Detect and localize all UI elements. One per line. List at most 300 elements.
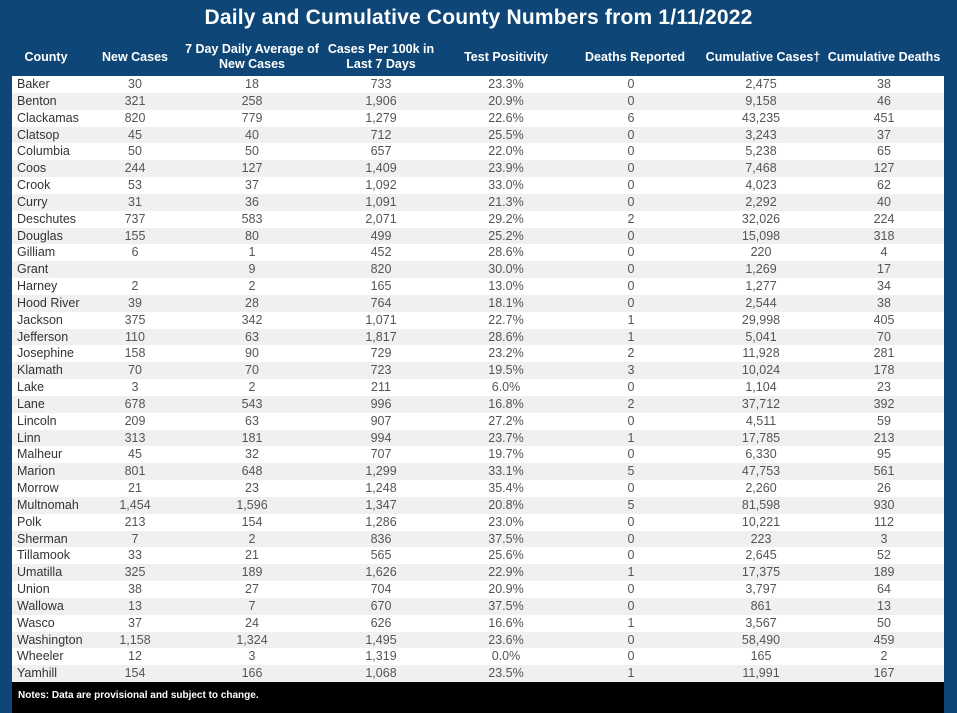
table-row: [12, 446, 944, 463]
column-header-deaths-reported[interactable]: Deaths Reported: [584, 49, 686, 64]
column-header-cases-per-100k[interactable]: Cases Per 100k in Last 7 Days: [327, 42, 435, 71]
cell-new-cases: 53: [128, 178, 142, 192]
cell-cumulative-cases: 861: [750, 598, 772, 613]
cell-test-positivity: 23.7%: [488, 430, 524, 445]
cell-cumulative-deaths: 561: [873, 464, 895, 479]
cell-county: Polk: [17, 514, 42, 529]
table-row: [12, 430, 944, 447]
cell-new-cases: 13: [128, 598, 142, 613]
column-header-new-cases[interactable]: New Cases: [101, 49, 168, 64]
cell-deaths-reported: 0: [627, 228, 635, 243]
cell-new-cases: 39: [128, 295, 142, 310]
cell-cumulative-cases: 15,098: [741, 228, 781, 243]
cell-county: Grant: [17, 262, 49, 277]
cell-7-day-average: 24: [245, 615, 259, 630]
cell-test-positivity: 25.5%: [488, 127, 524, 142]
cell-cumulative-deaths: 65: [877, 144, 891, 159]
cell-test-positivity: 25.2%: [488, 228, 524, 243]
cell-deaths-reported: 5: [627, 464, 635, 479]
cell-cumulative-cases: 223: [750, 531, 772, 546]
table-row: [12, 244, 944, 261]
cell-cumulative-deaths: 189: [873, 565, 895, 580]
cell-county: Wasco: [17, 615, 55, 630]
cell-7-day-average: 28: [245, 295, 259, 310]
cell-cumulative-deaths: 34: [877, 279, 891, 293]
cell-county: Jefferson: [17, 329, 69, 344]
cell-cumulative-cases: 2,544: [745, 295, 777, 310]
cell-cases-per-100k: 1,286: [365, 514, 397, 529]
cell-cumulative-deaths: 26: [877, 481, 891, 495]
cell-cumulative-cases: 3,567: [745, 615, 777, 630]
table-row: [12, 160, 944, 177]
cell-7-day-average: 21: [245, 548, 259, 563]
cell-cumulative-deaths: 38: [877, 77, 891, 91]
cell-cases-per-100k: 1,409: [365, 161, 397, 176]
cell-cases-per-100k: 1,071: [365, 312, 397, 327]
cell-cumulative-cases: 58,490: [741, 632, 781, 647]
cell-test-positivity: 19.5%: [488, 363, 524, 378]
cell-new-cases: 3: [131, 380, 139, 394]
table-row: [12, 362, 944, 379]
cell-cumulative-deaths: 127: [873, 161, 895, 176]
cell-test-positivity: 23.3%: [488, 77, 524, 91]
cell-test-positivity: 23.9%: [488, 161, 524, 176]
cell-county: Josephine: [17, 346, 74, 361]
cell-7-day-average: 23: [245, 481, 259, 495]
cell-cases-per-100k: 1,091: [365, 194, 397, 209]
cell-deaths-reported: 0: [627, 531, 635, 546]
table-row: [12, 463, 944, 480]
cell-7-day-average: 779: [241, 110, 263, 125]
table-row: [12, 312, 944, 329]
cell-test-positivity: 35.4%: [488, 481, 524, 495]
cell-new-cases: [88, 261, 182, 278]
cell-test-positivity: 22.6%: [488, 110, 524, 125]
cell-7-day-average: 2: [248, 531, 256, 546]
cell-county: Coos: [17, 161, 47, 176]
cell-new-cases: 45: [128, 447, 142, 462]
cell-county: Benton: [17, 93, 57, 108]
table-row: [12, 514, 944, 531]
cell-deaths-reported: 2: [627, 396, 635, 411]
cell-cumulative-cases: 3,243: [745, 127, 777, 142]
cell-county: Jackson: [17, 312, 63, 327]
data-table: [12, 76, 944, 682]
cell-deaths-reported: 0: [627, 178, 635, 192]
cell-cases-per-100k: 2,071: [365, 211, 397, 226]
cell-new-cases: 50: [128, 144, 142, 159]
cell-new-cases: 21: [128, 481, 142, 495]
cell-cumulative-deaths: 40: [877, 194, 891, 209]
cell-7-day-average: 154: [241, 514, 263, 529]
cell-cumulative-deaths: 930: [873, 497, 895, 512]
cell-cumulative-cases: 220: [750, 245, 772, 260]
cell-cumulative-deaths: 281: [873, 346, 895, 361]
cell-cases-per-100k: 1,495: [365, 632, 397, 647]
cell-test-positivity: 23.6%: [488, 632, 524, 647]
cell-cumulative-deaths: 213: [873, 430, 895, 445]
cell-cumulative-cases: 10,221: [741, 514, 781, 529]
table-row: [12, 261, 944, 278]
cell-new-cases: 7: [131, 531, 139, 546]
table-row: [12, 93, 944, 110]
cell-7-day-average: 583: [241, 211, 263, 226]
cell-county: Klamath: [17, 363, 63, 378]
cell-test-positivity: 28.6%: [488, 245, 524, 260]
page-title: Daily and Cumulative County Numbers from 1/11/2022: [204, 6, 753, 29]
cell-test-positivity: 18.1%: [488, 295, 524, 310]
cell-deaths-reported: 0: [627, 295, 635, 310]
table-row: [12, 396, 944, 413]
cell-cases-per-100k: 907: [370, 413, 392, 428]
table-row: [12, 379, 944, 396]
cell-deaths-reported: 0: [627, 93, 635, 108]
table-row: [12, 76, 944, 93]
cell-new-cases: 1,454: [119, 497, 151, 512]
cell-new-cases: 12: [128, 649, 142, 664]
cell-cumulative-cases: 11,928: [742, 346, 780, 361]
cell-deaths-reported: 0: [627, 279, 635, 293]
cell-county: Harney: [17, 279, 58, 293]
cell-deaths-reported: 1: [627, 430, 635, 445]
cell-cumulative-cases: 17,785: [741, 430, 781, 445]
column-header-county[interactable]: County: [24, 49, 68, 64]
cell-cumulative-cases: 47,753: [741, 464, 781, 479]
cell-county: Deschutes: [17, 211, 77, 226]
cell-test-positivity: 28.6%: [488, 329, 524, 344]
cell-deaths-reported: 0: [627, 548, 635, 563]
cell-new-cases: 154: [124, 666, 146, 681]
cell-7-day-average: 40: [245, 127, 259, 142]
cell-cumulative-cases: 2,260: [745, 481, 777, 495]
table-row: [12, 177, 944, 194]
cell-test-positivity: 27.2%: [488, 413, 524, 428]
cell-cumulative-deaths: 64: [877, 582, 891, 596]
cell-deaths-reported: 0: [627, 161, 635, 176]
cell-test-positivity: 23.5%: [488, 666, 524, 681]
cell-deaths-reported: 0: [627, 77, 635, 91]
cell-cumulative-cases: 17,375: [741, 565, 781, 580]
cell-county: Marion: [17, 464, 56, 479]
cell-test-positivity: 20.9%: [488, 93, 524, 108]
cell-cases-per-100k: 1,817: [365, 329, 397, 344]
cell-cumulative-deaths: 59: [877, 413, 891, 428]
cell-7-day-average: 7: [248, 598, 256, 613]
cell-county: Umatilla: [17, 565, 63, 580]
cell-new-cases: 30: [128, 77, 142, 91]
table-row: [12, 598, 944, 615]
cell-new-cases: 737: [124, 211, 146, 226]
cell-deaths-reported: 0: [627, 380, 635, 394]
cell-deaths-reported: 0: [627, 514, 635, 529]
cell-test-positivity: 0.0%: [491, 649, 521, 664]
cell-cumulative-deaths: 37: [877, 127, 891, 142]
cell-county: Sherman: [17, 531, 68, 546]
cell-7-day-average: 648: [241, 464, 263, 479]
cell-cumulative-deaths: 17: [877, 262, 891, 277]
cell-cumulative-deaths: 392: [873, 396, 895, 411]
cell-cases-per-100k: 211: [371, 380, 391, 394]
cell-test-positivity: 22.7%: [488, 312, 524, 327]
cell-cumulative-cases: 7,468: [745, 161, 777, 176]
cell-cases-per-100k: 820: [370, 262, 392, 277]
cell-deaths-reported: 6: [627, 110, 635, 125]
table-row: [12, 497, 944, 514]
cell-cumulative-cases: 2,645: [745, 548, 777, 563]
cell-county: Baker: [17, 77, 50, 91]
cell-county: Lake: [17, 380, 45, 394]
cell-new-cases: 31: [128, 194, 142, 209]
cell-county: Crook: [17, 178, 51, 192]
cell-cases-per-100k: 764: [370, 295, 392, 310]
cell-county: Hood River: [17, 295, 80, 310]
cell-deaths-reported: 1: [627, 329, 635, 344]
cell-deaths-reported: 0: [627, 632, 635, 647]
cell-cases-per-100k: 499: [370, 228, 392, 243]
table-row: [12, 329, 944, 346]
cell-deaths-reported: 0: [627, 245, 635, 260]
table-row: [12, 480, 944, 497]
table-row: [12, 581, 944, 598]
table-row: [12, 615, 944, 632]
cell-cases-per-100k: 729: [370, 346, 392, 361]
cell-7-day-average: 32: [245, 447, 259, 462]
cell-7-day-average: 166: [241, 666, 263, 681]
cell-deaths-reported: 3: [627, 363, 635, 378]
cell-cases-per-100k: 1,248: [365, 481, 397, 495]
cell-new-cases: 6: [131, 245, 139, 260]
cell-cases-per-100k: 836: [370, 531, 392, 546]
cell-cases-per-100k: 1,092: [365, 178, 397, 192]
cell-cases-per-100k: 565: [370, 548, 392, 563]
cell-deaths-reported: 5: [627, 497, 635, 512]
cell-cumulative-cases: 11,991: [742, 666, 780, 681]
cell-7-day-average: 1: [248, 245, 256, 260]
cell-7-day-average: 90: [245, 346, 259, 361]
cell-cumulative-cases: 6,330: [745, 447, 777, 462]
cell-test-positivity: 37.5%: [488, 531, 524, 546]
cell-cases-per-100k: 165: [370, 279, 392, 293]
cell-7-day-average: 3: [248, 649, 256, 664]
cell-test-positivity: 22.0%: [488, 144, 524, 159]
cell-cumulative-deaths: 2: [880, 649, 888, 664]
cell-cumulative-cases: 3,797: [745, 582, 777, 596]
cell-cumulative-deaths: 52: [877, 548, 891, 563]
cell-county: Lincoln: [17, 413, 57, 428]
cell-7-day-average: 63: [245, 329, 259, 344]
cell-cumulative-cases: 2,292: [745, 194, 777, 209]
cell-test-positivity: 21.3%: [488, 194, 524, 209]
cell-cases-per-100k: 1,319: [365, 649, 397, 664]
cell-new-cases: 45: [128, 127, 142, 142]
table-row: [12, 127, 944, 144]
cell-7-day-average: 1,324: [236, 632, 268, 647]
cell-test-positivity: 19.7%: [488, 447, 524, 462]
cell-county: Lane: [17, 396, 45, 411]
column-header-cumulative-cases[interactable]: Cumulative Cases†: [705, 49, 821, 64]
column-header-test-positivity[interactable]: Test Positivity: [464, 49, 548, 64]
cell-cases-per-100k: 733: [370, 77, 392, 91]
cell-new-cases: 678: [124, 396, 146, 411]
cell-test-positivity: 33.0%: [488, 178, 524, 192]
cell-7-day-average: 181: [241, 430, 263, 445]
cell-county: Gilliam: [17, 245, 56, 260]
cell-cases-per-100k: 670: [370, 598, 392, 613]
notes-footer: Notes: Data are provisional and subject to change.: [12, 682, 944, 713]
cell-cumulative-cases: 1,277: [745, 279, 777, 293]
cell-cases-per-100k: 657: [370, 144, 392, 159]
cell-new-cases: 209: [124, 413, 146, 428]
cell-7-day-average: 189: [241, 565, 263, 580]
table-row: [12, 143, 944, 160]
table-header: [0, 38, 957, 76]
cell-7-day-average: 37: [245, 178, 259, 192]
cell-cumulative-cases: 81,598: [741, 497, 781, 512]
cell-county: Linn: [17, 430, 41, 445]
table-row: [12, 547, 944, 564]
cell-cumulative-deaths: 23: [877, 380, 891, 394]
cell-test-positivity: 37.5%: [488, 598, 524, 613]
cell-new-cases: 213: [124, 514, 146, 529]
cell-cumulative-deaths: 112: [874, 514, 894, 529]
cell-new-cases: 110: [125, 329, 145, 344]
cell-7-day-average: 1,596: [236, 497, 268, 512]
cell-deaths-reported: 1: [627, 312, 635, 327]
cell-cases-per-100k: 1,068: [365, 666, 397, 681]
cell-cases-per-100k: 994: [370, 430, 392, 445]
cell-new-cases: 38: [128, 582, 142, 596]
cell-cumulative-deaths: 38: [877, 295, 891, 310]
cell-cumulative-deaths: 50: [877, 615, 891, 630]
cell-cumulative-deaths: 4: [880, 245, 888, 260]
cell-cumulative-deaths: 318: [873, 228, 895, 243]
cell-cases-per-100k: 707: [370, 447, 392, 462]
cell-deaths-reported: 0: [627, 127, 635, 142]
column-header-cumulative-deaths[interactable]: Cumulative Deaths: [827, 49, 941, 64]
cell-new-cases: 155: [124, 228, 146, 243]
cell-deaths-reported: 0: [627, 582, 635, 596]
cell-new-cases: 2: [131, 279, 139, 293]
table-row: [12, 228, 944, 245]
table-row: [12, 413, 944, 430]
cell-cumulative-deaths: 451: [873, 110, 895, 125]
cell-test-positivity: 22.9%: [488, 565, 524, 580]
cell-cumulative-cases: 1,104: [745, 380, 777, 394]
cell-7-day-average: 2: [248, 279, 256, 293]
cell-cumulative-deaths: 46: [877, 93, 891, 108]
cell-cases-per-100k: 712: [370, 127, 392, 142]
cell-cases-per-100k: 626: [370, 615, 392, 630]
cell-county: Malheur: [17, 447, 63, 462]
table-row: [12, 531, 944, 548]
table-row: [12, 295, 944, 312]
cell-test-positivity: 20.9%: [488, 582, 524, 596]
column-header-7-day-average[interactable]: 7 Day Daily Average of New Cases: [185, 42, 319, 71]
cell-new-cases: 321: [124, 93, 146, 108]
cell-cases-per-100k: 996: [370, 396, 392, 411]
cell-cumulative-deaths: 167: [873, 666, 895, 681]
cell-deaths-reported: 0: [627, 413, 635, 428]
cell-cases-per-100k: 704: [370, 582, 392, 596]
cell-cases-per-100k: 723: [370, 363, 392, 378]
cell-cumulative-cases: 5,041: [745, 329, 777, 344]
cell-7-day-average: 50: [245, 144, 259, 159]
cell-test-positivity: 6.0%: [491, 380, 521, 394]
cell-deaths-reported: 0: [627, 447, 635, 462]
cell-7-day-average: 36: [245, 194, 259, 209]
cell-cumulative-cases: 2,475: [745, 77, 777, 91]
cell-cumulative-deaths: 178: [873, 363, 895, 378]
cell-cases-per-100k: 1,347: [365, 497, 397, 512]
cell-7-day-average: 63: [245, 413, 259, 428]
cell-cumulative-deaths: 224: [873, 211, 895, 226]
cell-county: Douglas: [17, 228, 63, 243]
cell-deaths-reported: 2: [627, 346, 635, 361]
cell-county: Curry: [17, 194, 48, 209]
cell-cumulative-deaths: 13: [877, 598, 891, 613]
cell-cumulative-cases: 4,511: [745, 413, 777, 428]
cell-cumulative-cases: 1,269: [745, 262, 777, 277]
cell-county: Wallowa: [17, 598, 64, 613]
cell-cumulative-cases: 5,238: [745, 144, 777, 159]
cell-cases-per-100k: 1,626: [365, 565, 397, 580]
cell-7-day-average: 18: [245, 77, 259, 91]
cell-cumulative-cases: 10,024: [741, 363, 781, 378]
table-row: [12, 665, 944, 682]
cell-cumulative-deaths: 70: [877, 329, 891, 344]
cell-test-positivity: 20.8%: [488, 497, 524, 512]
cell-new-cases: 1,158: [119, 632, 151, 647]
cell-new-cases: 313: [124, 430, 146, 445]
cell-deaths-reported: 0: [627, 262, 635, 277]
cell-cases-per-100k: 1,299: [365, 464, 397, 479]
cell-cumulative-deaths: 95: [877, 447, 891, 462]
cell-cumulative-cases: 4,023: [745, 178, 777, 192]
cell-test-positivity: 33.1%: [488, 464, 524, 479]
cell-county: Clatsop: [17, 127, 60, 142]
cell-county: Wheeler: [17, 649, 64, 664]
cell-test-positivity: 23.2%: [488, 346, 524, 361]
cell-7-day-average: 342: [241, 312, 263, 327]
cell-new-cases: 33: [128, 548, 142, 563]
cell-deaths-reported: 1: [627, 666, 635, 681]
cell-deaths-reported: 2: [627, 211, 635, 226]
cell-cumulative-cases: 165: [750, 649, 772, 664]
cell-county: Multnomah: [17, 497, 79, 512]
cell-new-cases: 244: [124, 161, 146, 176]
cell-test-positivity: 25.6%: [488, 548, 524, 563]
cell-new-cases: 70: [128, 363, 142, 378]
cell-test-positivity: 13.0%: [488, 279, 524, 293]
cell-7-day-average: 2: [248, 380, 256, 394]
table-row: [12, 278, 944, 295]
cell-deaths-reported: 1: [627, 565, 635, 580]
cell-deaths-reported: 0: [627, 598, 635, 613]
table-row: [12, 345, 944, 362]
cell-deaths-reported: 0: [627, 194, 635, 209]
cell-7-day-average: 27: [245, 582, 259, 596]
cell-new-cases: 37: [128, 615, 142, 630]
cell-cases-per-100k: 1,279: [365, 110, 397, 125]
cell-cumulative-cases: 9,158: [745, 93, 777, 108]
table-row: [12, 211, 944, 228]
cell-cumulative-cases: 37,712: [741, 396, 781, 411]
cell-7-day-average: 543: [241, 396, 263, 411]
cell-county: Tillamook: [17, 548, 71, 563]
cell-test-positivity: 29.2%: [488, 211, 524, 226]
cell-county: Clackamas: [17, 110, 79, 125]
cell-test-positivity: 16.8%: [488, 396, 524, 411]
